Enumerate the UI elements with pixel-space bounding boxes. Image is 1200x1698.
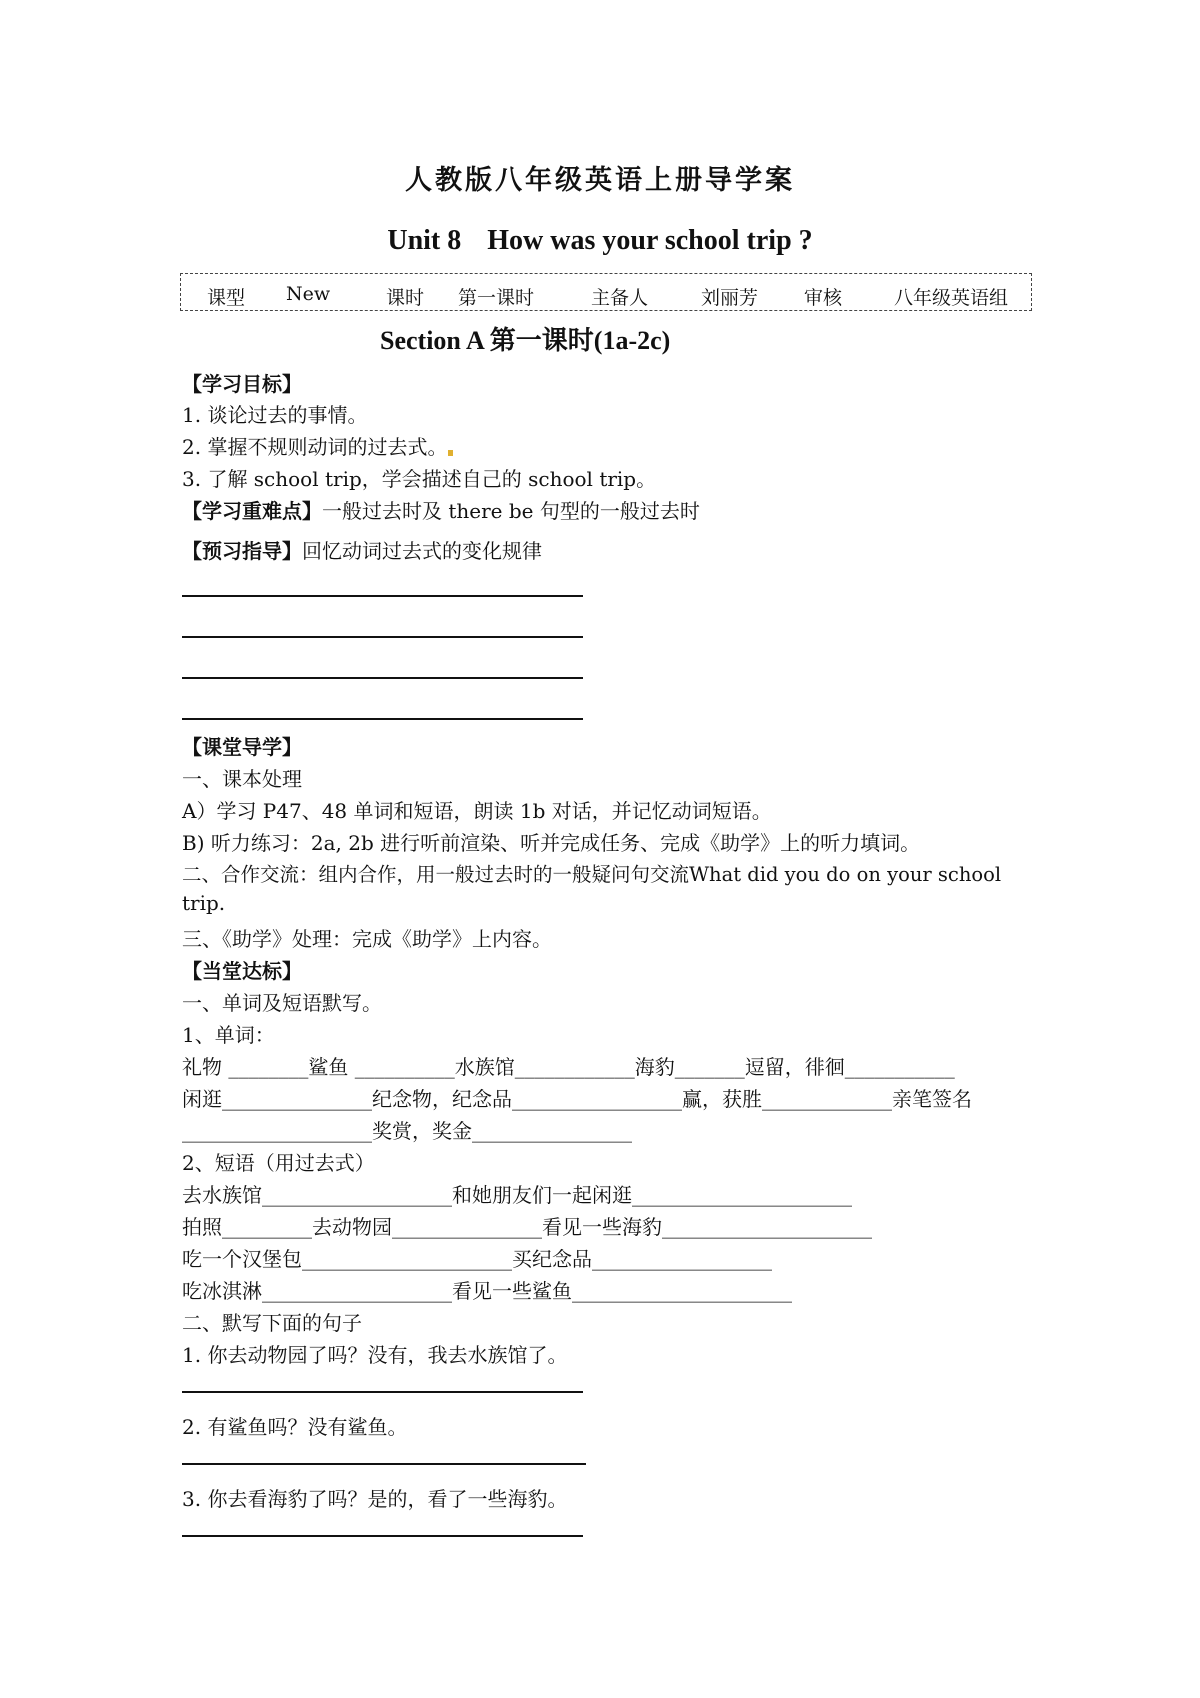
part1-title: 一、单词及短语默写。 bbox=[182, 991, 382, 1015]
review-value: 八年级英语组 bbox=[894, 287, 1009, 309]
ink-mark bbox=[448, 450, 453, 456]
section-title: Section A 第一课时(1a-2c) bbox=[380, 326, 671, 355]
phrases-line[interactable]: 吃冰淇淋___________________看见一些鲨鱼______________________ bbox=[182, 1279, 792, 1303]
key-points-heading: 【学习重难点】 bbox=[182, 499, 322, 523]
part2-title: 二、默写下面的句子 bbox=[182, 1311, 362, 1335]
preview-text: 回忆动词过去式的变化规律 bbox=[302, 539, 542, 563]
objectives-heading: 【学习目标】 bbox=[182, 372, 302, 396]
classroom-line: trip. bbox=[182, 891, 226, 915]
phrases-line[interactable]: 去水族馆___________________和她朋友们一起闲逛______________________ bbox=[182, 1183, 852, 1207]
classroom-line: A）学习 P47、48 单词和短语，朗读 1b 对话，并记忆动词短语。 bbox=[182, 799, 772, 823]
answer-line[interactable] bbox=[182, 636, 583, 638]
answer-line[interactable] bbox=[182, 677, 583, 679]
document-title: 人教版八年级英语上册导学案 bbox=[405, 165, 795, 196]
answer-line[interactable] bbox=[182, 1391, 583, 1393]
classroom-line: 三、《助学》处理：完成《助学》上内容。 bbox=[182, 927, 552, 951]
lesson-info-table bbox=[180, 273, 1032, 311]
classroom-heading: 【课堂导学】 bbox=[182, 735, 302, 759]
objective-item: 3. 了解 school trip，学会描述自己的 school trip。 bbox=[182, 467, 657, 491]
objective-item: 2. 掌握不规则动词的过去式。 bbox=[182, 431, 454, 460]
key-points bbox=[182, 495, 700, 524]
period-label: 课时 bbox=[386, 287, 425, 309]
answer-line[interactable] bbox=[182, 595, 583, 597]
objective-item: 1. 谈论过去的事情。 bbox=[182, 403, 368, 427]
sentence-prompt: 3. 你去看海豹了吗？是的，看了一些海豹。 bbox=[182, 1487, 568, 1511]
unit-title: How was your school trip ? bbox=[487, 225, 813, 256]
answer-line[interactable] bbox=[182, 1463, 586, 1465]
phrases-title: 2、短语（用过去式） bbox=[182, 1151, 375, 1175]
words-line[interactable]: 礼物 ________鲨鱼 __________水族馆____________海豹_______逗留，徘徊___________ bbox=[182, 1055, 955, 1079]
unit-number: Unit 8 bbox=[387, 225, 462, 256]
type-label: 课型 bbox=[207, 287, 246, 309]
words-line[interactable]: ___________________奖赏，奖金________________ bbox=[182, 1119, 632, 1143]
phrases-line[interactable]: 拍照_________去动物园_______________看见一些海豹_____________________ bbox=[182, 1215, 872, 1239]
sentence-prompt: 2. 有鲨鱼吗？没有鲨鱼。 bbox=[182, 1415, 408, 1439]
classroom-line: 一、课本处理 bbox=[182, 767, 302, 791]
assessment-heading: 【当堂达标】 bbox=[182, 959, 302, 983]
type-value: New bbox=[286, 283, 331, 305]
review-label: 审核 bbox=[804, 287, 843, 309]
preview-guide bbox=[182, 535, 542, 564]
author-label: 主备人 bbox=[591, 287, 649, 309]
phrases-line[interactable]: 吃一个汉堡包_____________________买纪念品__________________ bbox=[182, 1247, 772, 1271]
classroom-line: 二、合作交流：组内合作，用一般过去时的一般疑问句交流What did you do on your school bbox=[182, 863, 1002, 886]
key-points-text: 一般过去时及 there be 句型的一般过去时 bbox=[322, 499, 700, 523]
author-value: 刘丽芳 bbox=[701, 287, 759, 309]
words-line[interactable]: 闲逛_______________纪念物，纪念品_________________赢，获胜_____________亲笔签名 bbox=[182, 1087, 972, 1111]
words-title: 1、单词： bbox=[182, 1023, 275, 1047]
preview-heading: 【预习指导】 bbox=[182, 539, 302, 563]
period-value: 第一课时 bbox=[458, 287, 535, 309]
classroom-line: B) 听力练习：2a, 2b 进行听前渲染、听并完成任务、完成《助学》上的听力填词。 bbox=[182, 831, 921, 855]
unit-heading bbox=[0, 225, 1200, 257]
answer-line[interactable] bbox=[182, 718, 583, 720]
sentence-prompt: 1. 你去动物园了吗？没有，我去水族馆了。 bbox=[182, 1343, 568, 1367]
answer-line[interactable] bbox=[182, 1535, 583, 1537]
